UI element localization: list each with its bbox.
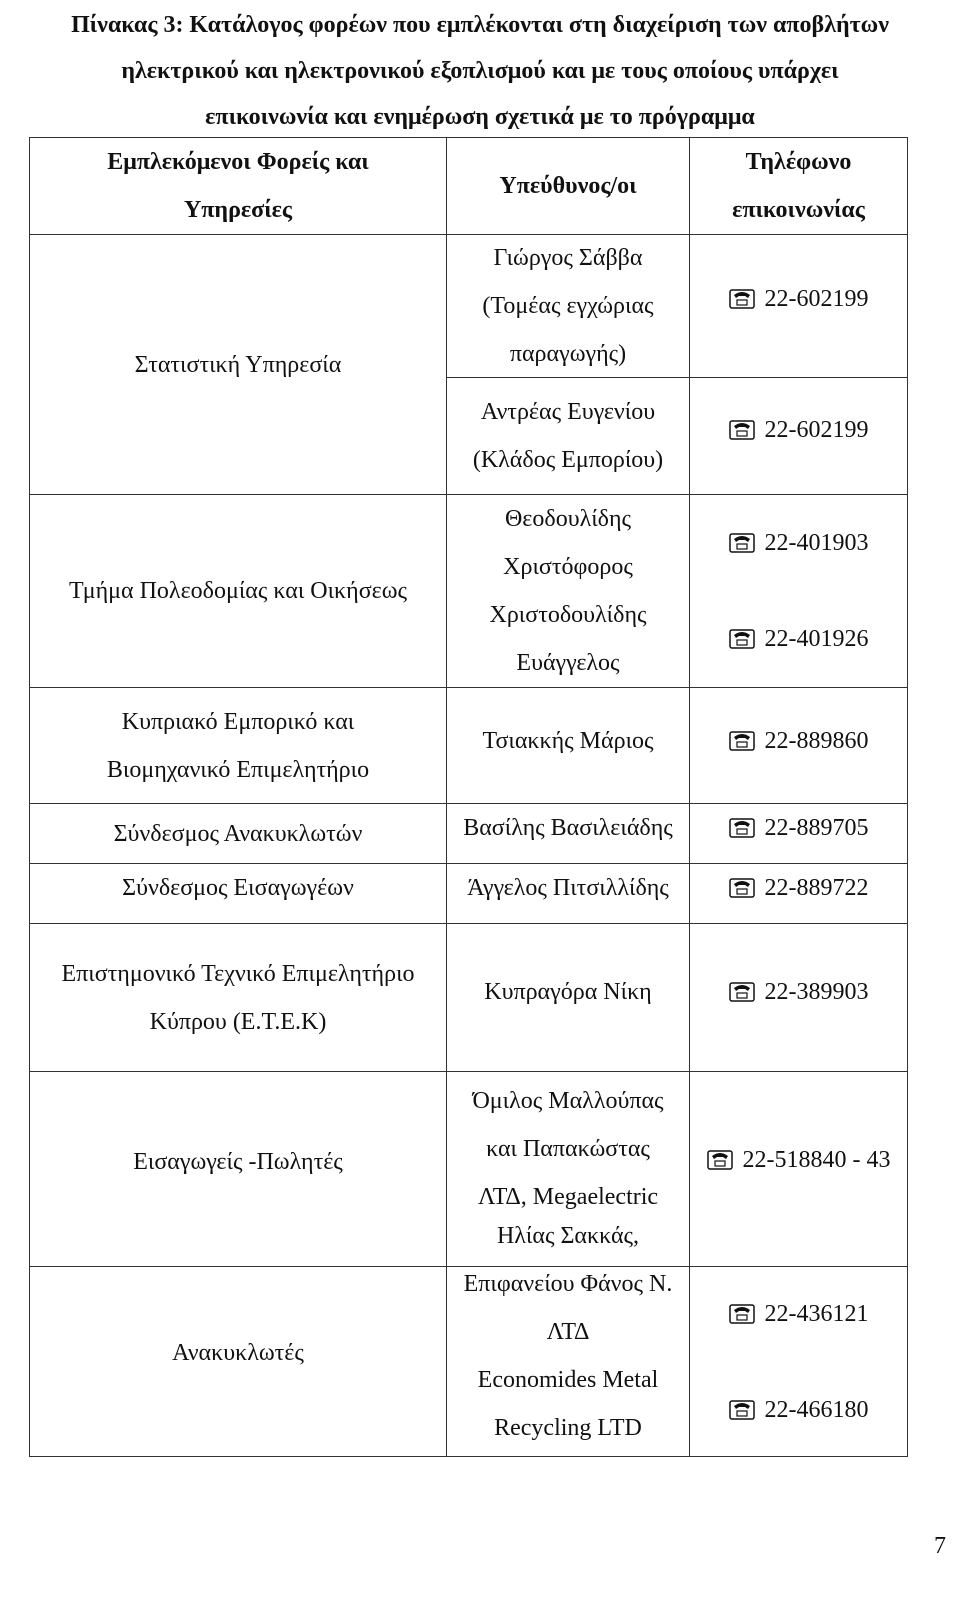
body-name: Σύνδεσμος Εισαγωγέων	[122, 874, 354, 901]
person-cell	[447, 924, 689, 1059]
body-name: Κυπριακό Εμπορικό και	[121, 708, 355, 735]
person-line: (Κλάδος Εμπορίου)	[472, 447, 664, 473]
telephone-icon	[729, 1304, 755, 1324]
phone-cell	[690, 864, 907, 911]
body-cell	[30, 1072, 446, 1252]
telephone-icon	[707, 1150, 733, 1170]
phone-entry	[729, 968, 869, 1016]
header-bodies-line: Υπηρεσίες	[183, 197, 293, 223]
header-bodies-line: Εμπλεκόμενοι Φορείς και	[107, 149, 369, 175]
person-line: Ευάγγελος	[516, 650, 620, 676]
body-name: Τμήμα Πολεοδομίας και Οικήσεως	[68, 578, 408, 604]
phone-entry	[729, 1266, 869, 1362]
person-line: Βασίλης Βασιλειάδης	[463, 814, 673, 841]
body-name: Βιομηχανικό Επιμελητήριο	[106, 756, 370, 783]
phone-number: 22-401903	[764, 530, 869, 556]
page-number: 7	[934, 1533, 946, 1559]
person-line: Αντρέας Ευγενίου	[480, 399, 656, 425]
telephone-icon	[729, 533, 755, 553]
person-line: ΛΤΔ	[546, 1319, 590, 1345]
phone-entry	[729, 591, 869, 687]
phone-number: 22-602199	[764, 286, 869, 312]
phone-number: 22-889722	[764, 874, 869, 901]
header-phone-line: επικοινωνίας	[732, 197, 865, 223]
telephone-icon	[729, 1400, 755, 1420]
person-cell	[447, 864, 689, 911]
person-line: Όμιλος Μαλλούπας	[472, 1088, 664, 1114]
telephone-icon	[729, 629, 755, 649]
body-name: Στατιστική Υπηρεσία	[134, 351, 342, 378]
body-cell	[30, 864, 446, 911]
phone-cell	[690, 688, 907, 793]
person-cell	[447, 688, 689, 793]
person-line: και Παπακώστας	[486, 1136, 650, 1162]
person-line: Τσιακκής Μάριος	[482, 727, 654, 754]
person-line: Επιφανείου Φάνος Ν.	[463, 1271, 673, 1297]
body-name: Ανακυκλωτές	[172, 1340, 304, 1366]
phone-cell	[690, 378, 907, 482]
header-responsible-line: Υπεύθυνος/οι	[499, 173, 637, 199]
phone-number: 22-401926	[764, 626, 869, 652]
phone-entry	[707, 1136, 891, 1184]
person-line: Γιώργος Σάββα	[493, 245, 643, 271]
phone-number: 22-518840 - 43	[742, 1147, 891, 1173]
person-cell	[447, 235, 689, 377]
phone-number: 22-602199	[764, 417, 869, 443]
phone-number: 22-466180	[764, 1397, 869, 1423]
telephone-icon	[729, 420, 755, 440]
header-responsible	[447, 138, 689, 234]
body-cell	[30, 235, 446, 494]
person-cell	[447, 804, 689, 851]
person-cell	[447, 378, 689, 494]
telephone-icon	[729, 818, 755, 838]
phone-entry	[729, 495, 869, 591]
caption-line: επικοινωνία και ενημέρωση σχετικά με το πρόγραμμα	[205, 104, 755, 130]
telephone-icon	[729, 878, 755, 898]
body-cell	[30, 495, 446, 687]
phone-cell	[690, 235, 907, 363]
caption-line: ηλεκτρικού και ηλεκτρονικού εξοπλισμού και με τους οποίους υπάρχει	[121, 58, 839, 84]
person-line: Recycling LTD	[494, 1415, 642, 1441]
phone-number: 22-889705	[764, 814, 869, 841]
caption-line: Πίνακας 3: Κατάλογος φορέων που εμπλέκονται στη διαχείριση των αποβλήτων	[71, 12, 889, 38]
phone-cell	[690, 1072, 907, 1248]
header-phone	[690, 138, 907, 234]
phone-cell	[690, 495, 907, 687]
telephone-icon	[729, 982, 755, 1002]
phone-entry	[729, 804, 869, 852]
phone-entry	[729, 864, 869, 912]
phone-entry	[729, 275, 869, 323]
phone-number: 22-436121	[764, 1301, 869, 1327]
body-cell	[30, 1267, 446, 1439]
telephone-icon	[729, 289, 755, 309]
header-bodies	[30, 138, 446, 234]
person-line: Economides Metal	[477, 1367, 659, 1393]
phone-cell	[690, 1267, 907, 1457]
phone-cell	[690, 924, 907, 1059]
person-line: Κυπραγόρα Νίκη	[484, 978, 652, 1005]
person-line: Χριστόφορος	[503, 554, 633, 580]
person-line: Χριστοδουλίδης	[489, 602, 647, 628]
table-caption	[0, 2, 960, 140]
person-line: παραγωγής)	[509, 341, 627, 367]
person-line: Ηλίας Σακκάς,	[496, 1223, 640, 1249]
person-line: Θεοδουλίδης	[504, 506, 632, 532]
phone-entry	[729, 406, 869, 454]
phone-number: 22-889860	[764, 727, 869, 754]
phone-entry	[729, 1362, 869, 1458]
person-cell	[447, 1208, 689, 1456]
person-line: ΛΤΔ, Megaelectric	[477, 1184, 659, 1210]
body-name: Σύνδεσμος Ανακυκλωτών	[113, 820, 363, 847]
header-phone-line: Τηλέφωνο	[745, 149, 852, 175]
phone-cell	[690, 804, 907, 851]
person-cell	[447, 495, 689, 687]
person-line: (Τομέας εγχώριας	[482, 293, 654, 319]
body-name: Εισαγωγείς -Πωλητές	[133, 1149, 343, 1175]
body-name: Κύπρου (Ε.Τ.Ε.Κ)	[149, 1008, 327, 1035]
person-line: Άγγελος Πιτσιλλίδης	[467, 874, 669, 901]
phone-number: 22-389903	[764, 978, 869, 1005]
body-cell	[30, 804, 446, 863]
body-cell	[30, 688, 446, 803]
body-name: Επιστημονικό Τεχνικό Επιμελητήριο	[61, 960, 415, 987]
body-cell	[30, 924, 446, 1071]
phone-entry	[729, 717, 869, 765]
telephone-icon	[729, 731, 755, 751]
